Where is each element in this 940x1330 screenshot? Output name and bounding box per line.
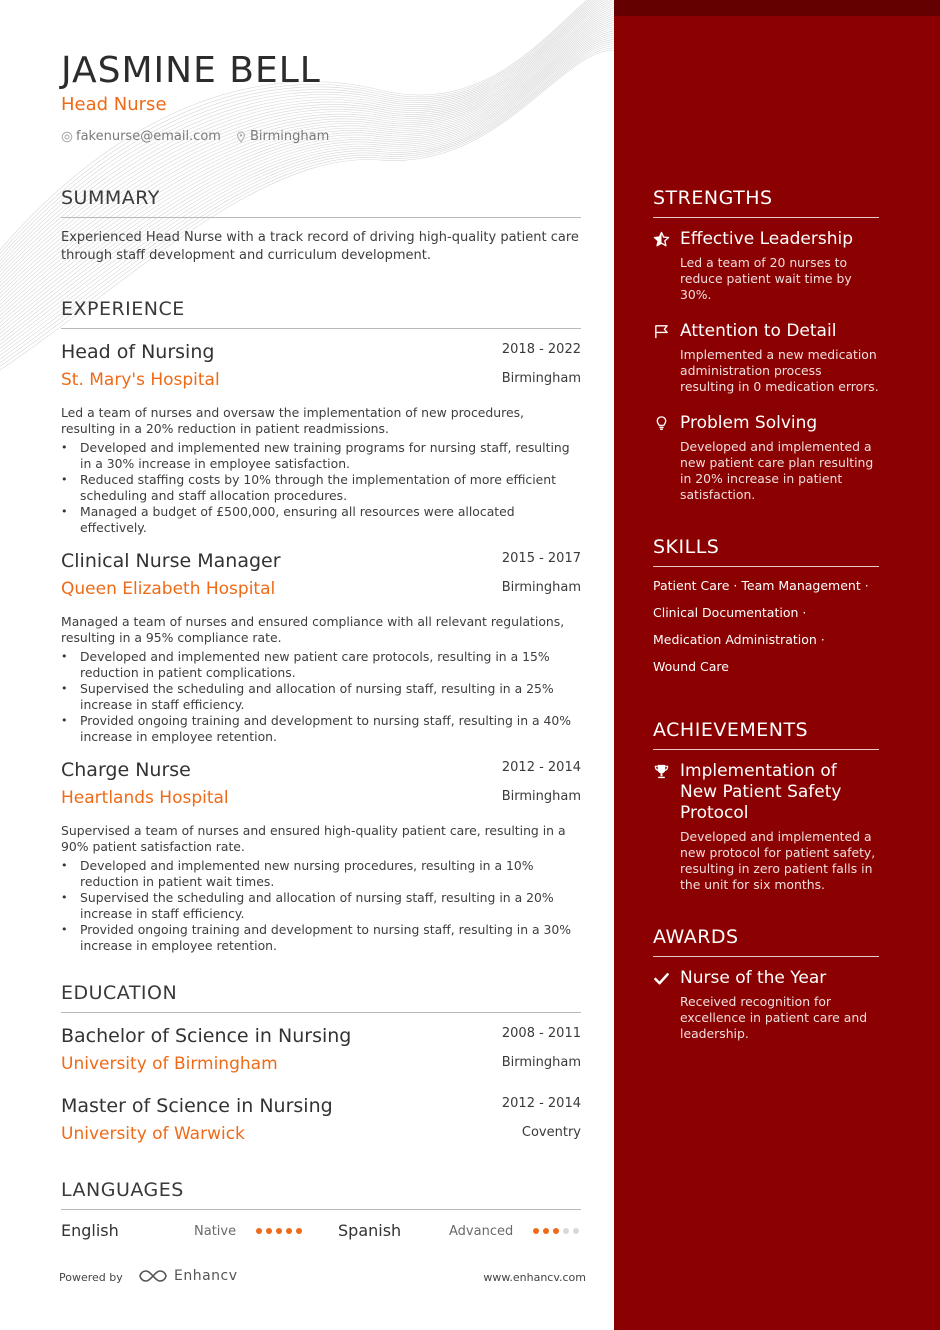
- strengths-heading: STRENGTHS: [653, 187, 879, 218]
- achievement-title: Implementation of New Patient Safety Protocol: [680, 761, 842, 823]
- language-proficiency-dots: [256, 1228, 302, 1234]
- strength-item: [653, 321, 879, 395]
- website-link[interactable]: www.enhancv.com: [483, 1271, 586, 1284]
- footer: [59, 1268, 586, 1290]
- skill-line: Wound Care: [653, 659, 729, 674]
- strength-title: Attention to Detail: [680, 321, 837, 341]
- lightbulb-icon: [653, 415, 670, 432]
- contact-info: [61, 129, 329, 144]
- candidate-role: Head Nurse: [61, 94, 167, 115]
- education-heading: EDUCATION: [61, 982, 581, 1013]
- job-bullet: • Supervised the scheduling and allocation of nursing staff, resulting in a 20% increase in staff efficiency.: [61, 890, 581, 922]
- enhancv-logo[interactable]: [138, 1268, 238, 1284]
- job-bullets: [61, 440, 581, 536]
- job-bullets: [61, 649, 581, 745]
- proficiency-dot-filled: [296, 1228, 302, 1234]
- location-contact: [235, 129, 329, 144]
- languages-heading: LANGUAGES: [61, 1179, 581, 1210]
- school-location: Birmingham: [501, 1055, 581, 1070]
- job-title: Charge Nurse: [61, 759, 191, 781]
- strength-description: Led a team of 20 nurses to reduce patient wait time by 30%.: [680, 255, 852, 302]
- proficiency-dot-filled: [533, 1228, 539, 1234]
- school-name: University of Warwick: [61, 1124, 245, 1144]
- summary-text: Experienced Head Nurse with a track record of driving high-quality patient care through staff development and curriculum development.: [61, 230, 579, 263]
- language-name: English: [61, 1221, 119, 1240]
- proficiency-dot-empty: [573, 1228, 579, 1234]
- experience-item: [61, 550, 581, 745]
- job-title: Head of Nursing: [61, 341, 215, 363]
- education-dates: 2008 - 2011: [501, 1026, 581, 1041]
- proficiency-dot-filled: [256, 1228, 262, 1234]
- awards-heading: AWARDS: [653, 926, 879, 957]
- proficiency-dot-filled: [286, 1228, 292, 1234]
- job-bullet: • Reduced staffing costs by 10% through the implementation of more efficient scheduling and staff allocation procedures.: [61, 472, 581, 504]
- strength-title: Problem Solving: [680, 413, 818, 433]
- job-bullet: • Developed and implemented new patient care protocols, resulting in a 15% reduction in patient complications.: [61, 649, 581, 681]
- proficiency-dot-filled: [266, 1228, 272, 1234]
- at-icon: [61, 131, 73, 143]
- education-item: [61, 1025, 581, 1081]
- degree-title: Bachelor of Science in Nursing: [61, 1025, 352, 1047]
- brand-name: Enhancv: [174, 1268, 238, 1284]
- job-bullets: [61, 858, 581, 954]
- job-bullet: • Developed and implemented new training programs for nursing staff, resulting in a 30% increase in employee satisfaction.: [61, 440, 581, 472]
- location-pin-icon: [235, 131, 247, 143]
- job-organization: St. Mary's Hospital: [61, 370, 220, 390]
- candidate-name: JASMINE BELL: [61, 50, 321, 91]
- language-level: Native: [194, 1224, 237, 1239]
- skill-line: Medication Administration ·: [653, 632, 825, 647]
- achievement-description: Developed and implemented a new protocol for patient safety, resulting in zero patient falls in the unit for six months.: [680, 829, 876, 892]
- language-proficiency-dots: [533, 1228, 579, 1234]
- school-name: University of Birmingham: [61, 1054, 278, 1074]
- skill-line: Clinical Documentation ·: [653, 605, 807, 620]
- job-bullet: • Supervised the scheduling and allocation of nursing staff, resulting in a 25% increase in staff efficiency.: [61, 681, 581, 713]
- star-half-icon: [653, 231, 670, 248]
- award-item: [653, 968, 879, 1042]
- strength-item: [653, 229, 879, 303]
- strength-item: [653, 413, 879, 503]
- strength-description: Implemented a new medication administration process resulting in 0 medication errors.: [680, 347, 879, 394]
- job-dates: 2012 - 2014: [501, 760, 581, 775]
- check-icon: [653, 970, 670, 987]
- job-location: Birmingham: [501, 789, 581, 804]
- job-bullet: • Provided ongoing training and development to nursing staff, resulting in a 30% increase in employee retention.: [61, 922, 581, 954]
- job-bullet: • Developed and implemented new nursing procedures, resulting in a 10% reduction in patient wait times.: [61, 858, 581, 890]
- job-organization: Queen Elizabeth Hospital: [61, 579, 276, 599]
- proficiency-dot-empty: [563, 1228, 569, 1234]
- experience-heading: EXPERIENCE: [61, 298, 581, 329]
- job-organization: Heartlands Hospital: [61, 788, 229, 808]
- infinity-logo-icon: [138, 1268, 168, 1284]
- award-title: Nurse of the Year: [680, 968, 827, 988]
- achievement-item: [653, 761, 879, 893]
- education-dates: 2012 - 2014: [501, 1096, 581, 1111]
- job-title: Clinical Nurse Manager: [61, 550, 281, 572]
- job-location: Birmingham: [501, 371, 581, 386]
- strength-description: Developed and implemented a new patient care plan resulting in 20% increase in patient satisfaction.: [680, 439, 874, 502]
- school-location: Coventry: [521, 1125, 581, 1140]
- job-description: Managed a team of nurses and ensured compliance with all relevant regulations, resulting in a 95% compliance rate.: [61, 614, 565, 645]
- job-dates: 2015 - 2017: [501, 551, 581, 566]
- skill-line: Patient Care · Team Management ·: [653, 578, 869, 593]
- proficiency-dot-filled: [553, 1228, 559, 1234]
- sidebar: [614, 0, 940, 1330]
- sidebar-top-bar: [614, 0, 940, 16]
- email-text: fakenurse@email.com: [76, 129, 221, 144]
- proficiency-dot-filled: [276, 1228, 282, 1234]
- proficiency-dot-filled: [543, 1228, 549, 1234]
- skills-heading: SKILLS: [653, 536, 879, 567]
- job-bullet: • Managed a budget of £500,000, ensuring all resources were allocated effectively.: [61, 504, 581, 536]
- education-item: [61, 1095, 581, 1151]
- email-contact[interactable]: [61, 129, 221, 144]
- skills-list: [653, 578, 893, 686]
- languages-list: [61, 1221, 581, 1243]
- job-dates: 2018 - 2022: [501, 342, 581, 357]
- powered-by-text: Powered by: [59, 1271, 123, 1284]
- job-description: Led a team of nurses and oversaw the implementation of new procedures, resulting in a 20% reduction in patient readmissions.: [61, 405, 524, 436]
- award-description: Received recognition for excellence in patient care and leadership.: [680, 994, 868, 1041]
- strength-title: Effective Leadership: [680, 229, 854, 249]
- language-level: Advanced: [449, 1224, 514, 1239]
- job-location: Birmingham: [501, 580, 581, 595]
- job-bullet: • Provided ongoing training and development to nursing staff, resulting in a 40% increase in employee retention.: [61, 713, 581, 745]
- degree-title: Master of Science in Nursing: [61, 1095, 333, 1117]
- achievements-heading: ACHIEVEMENTS: [653, 719, 879, 750]
- experience-item: [61, 759, 581, 954]
- experience-item: [61, 341, 581, 536]
- location-text: Birmingham: [249, 129, 330, 144]
- summary-heading: SUMMARY: [61, 187, 581, 218]
- job-description: Supervised a team of nurses and ensured high-quality patient care, resulting in a 90% patient satisfaction rate.: [61, 823, 566, 854]
- language-name: Spanish: [338, 1221, 402, 1240]
- flag-icon: [653, 323, 670, 340]
- trophy-icon: [653, 763, 670, 780]
